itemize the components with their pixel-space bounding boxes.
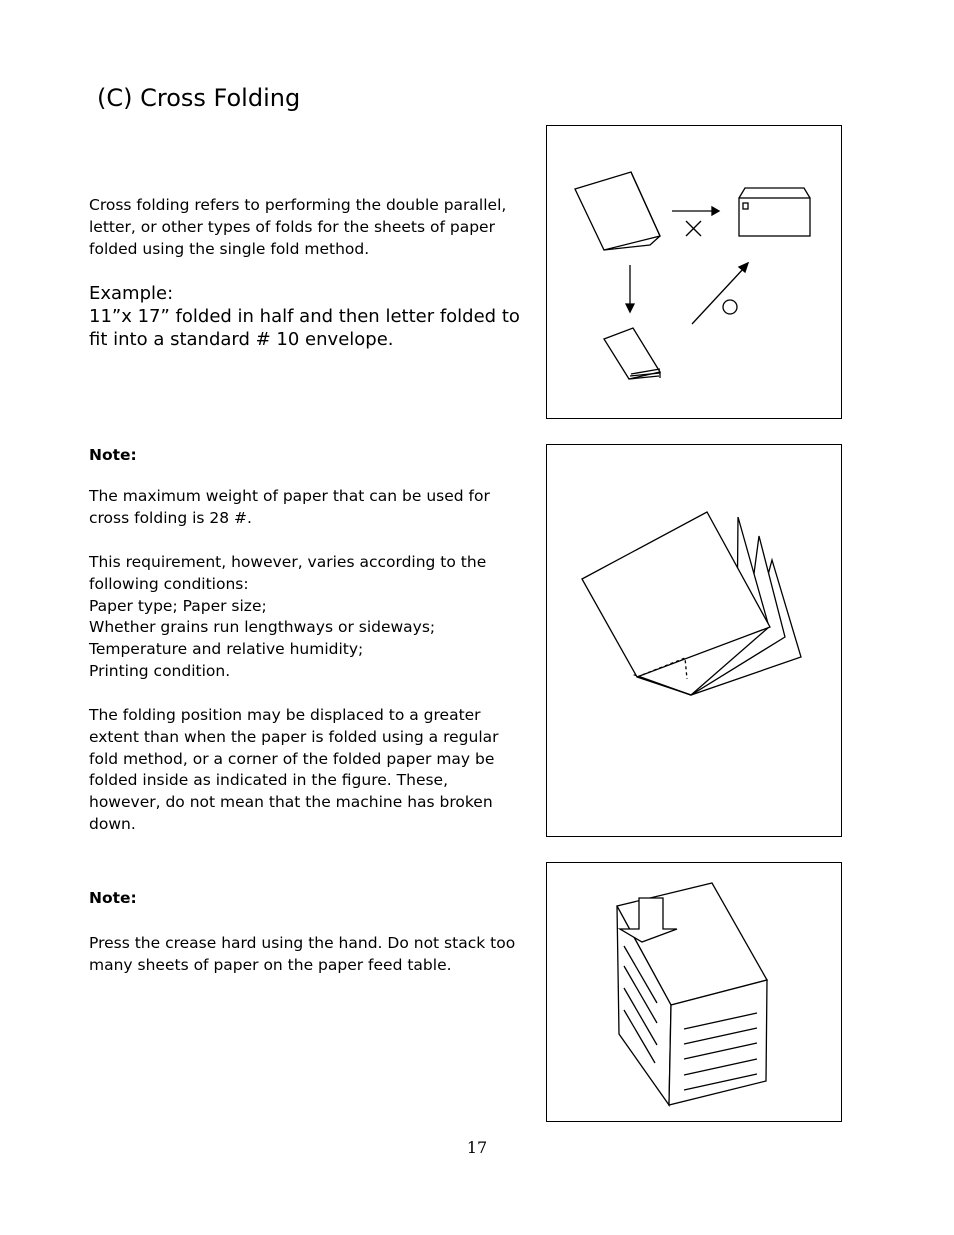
example-block <box>89 282 544 351</box>
condition-item: Printing condition. <box>89 661 231 680</box>
note-line: Press the crease hard using the hand. Do not stack too <box>89 934 516 952</box>
page-number: 17 <box>466 1138 488 1157</box>
note-line: folded inside as indicated in the figure. These, <box>89 771 449 790</box>
page-title: (C) Cross Folding <box>97 84 301 112</box>
note-line: fold method, or a corner of the folded paper may be <box>89 749 495 768</box>
note-line: This requirement, however, varies according to the <box>89 553 487 571</box>
arrow-down-icon <box>626 265 634 312</box>
intro-line: Cross folding refers to performing the double parallel, <box>89 196 507 214</box>
condition-item: Whether grains run lengthways or sideways; <box>89 618 436 637</box>
note-paragraph <box>89 486 544 530</box>
cross-mark-icon <box>686 221 701 236</box>
fold-sequence-illustration <box>547 126 841 418</box>
circle-mark-icon <box>723 300 737 314</box>
example-heading: Example: <box>89 283 174 304</box>
conditions-paragraph <box>89 552 544 683</box>
note-heading: Note: <box>89 889 137 907</box>
note-line: however, do not mean that the machine has broken <box>89 793 493 812</box>
press-crease-figure <box>546 862 842 1122</box>
cross-folded-packet-icon <box>604 328 660 379</box>
note-line: following conditions: <box>89 574 249 593</box>
condition-item: Paper type; Paper size; <box>89 596 267 615</box>
corner-fold-figure <box>546 444 842 837</box>
example-line: 11”x 17” folded in half and then letter folded to <box>89 306 520 327</box>
note-paragraph <box>89 933 544 977</box>
arrow-right-icon <box>672 207 719 215</box>
arrow-diagonal-icon <box>692 263 748 324</box>
note-line: The folding position may be displaced to a greater <box>89 706 481 724</box>
intro-paragraph <box>89 195 544 260</box>
note-line: down. <box>89 814 136 833</box>
note-heading: Note: <box>89 446 137 464</box>
paper-stack-illustration <box>547 863 841 1121</box>
note-line: cross folding is 28 #. <box>89 508 252 527</box>
corner-fold-illustration <box>547 445 841 836</box>
note-line: many sheets of paper on the paper feed table. <box>89 955 452 974</box>
note-line: extent than when the paper is folded using a regular <box>89 727 499 746</box>
intro-line: folded using the single fold method. <box>89 239 370 258</box>
displacement-paragraph <box>89 705 544 836</box>
example-line: fit into a standard # 10 envelope. <box>89 329 394 350</box>
intro-line: letter, or other types of folds for the sheets of paper <box>89 217 495 236</box>
folded-sheet-icon <box>575 172 660 250</box>
note-line: The maximum weight of paper that can be used for <box>89 487 490 505</box>
condition-item: Temperature and relative humidity; <box>89 640 364 659</box>
fold-sequence-figure <box>546 125 842 419</box>
envelope-icon <box>739 188 810 236</box>
